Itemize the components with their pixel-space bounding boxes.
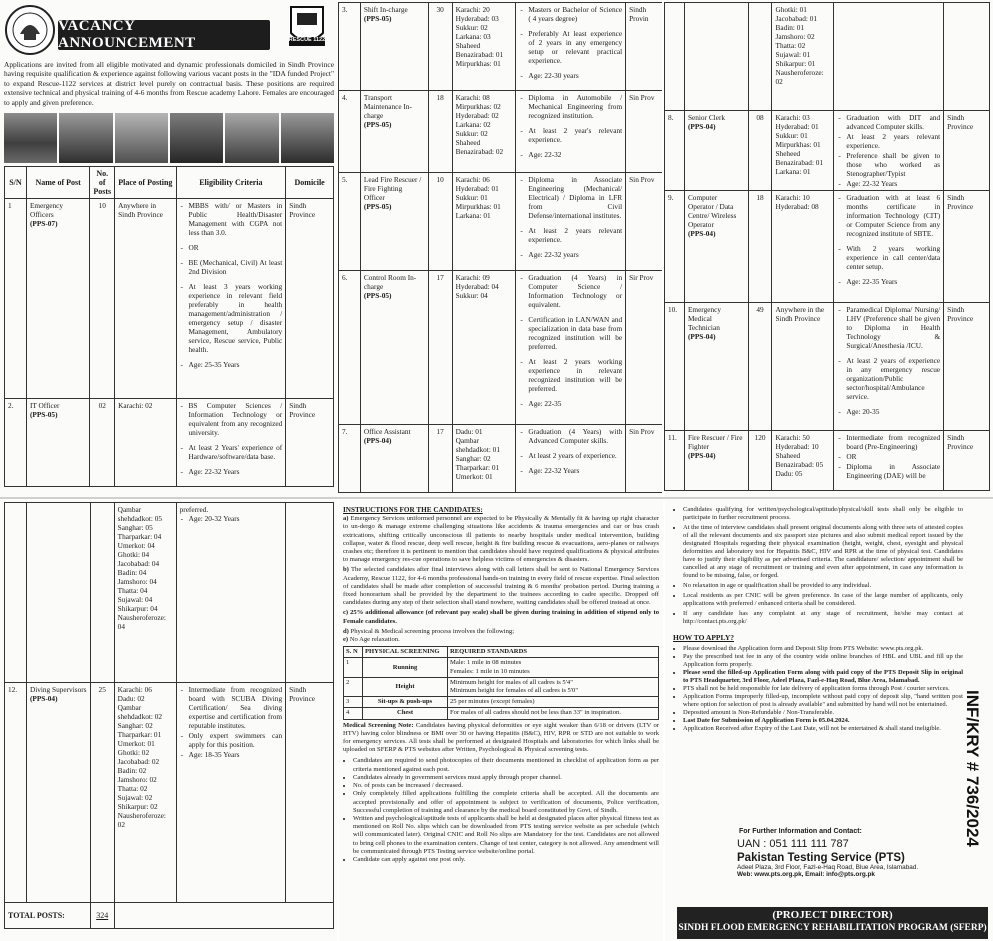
row-sn: 2. [5, 399, 27, 487]
post-title: Control Room In-charge [363, 273, 417, 291]
phys-standard: For males of all cadres should not be less than 33" in inspiration. [448, 708, 659, 719]
criteria-item: - At least 2 years of experience in any emergency rescue organization/Public sector/hospital/Ambulance service. [846, 356, 940, 401]
instruction-d: d) Physical & Medical screening process involves the following; [343, 627, 515, 635]
row-criteria [176, 683, 286, 903]
row-sn: 3. [339, 3, 361, 91]
row-posts: 18 [428, 91, 452, 173]
post-title: Computer Operator / Data Centre/ Wireless Operator [687, 193, 737, 229]
row-place: Karachi: 20 Hyderabad: 03 Sukkur: 02 Larkana: 03 Shaheed Benazirabad: 01 Mirpurkhas: 01 [452, 3, 516, 91]
row-place: Ghotki: 01 Jacobabad: 01 Badin: 01 Jamshoro: 02 Thatta: 02 Sujawal: 01 Shikarpur: 01 Nausheroferoze: 02 [772, 3, 834, 111]
list-item: • Application Forms improperly filled-up, incomplete without paid copy of deposit slip, "hand written post where option for selection of post is already available" and submitted by hand will not be entertained. [683, 693, 963, 709]
project-director-label: (PROJECT DIRECTOR) [772, 909, 893, 921]
list-item: • Candidate can apply against one post only. [353, 856, 659, 864]
list-item: • Local residents as per CNIC will be given preference. In case of the large number of applicants, only applications with preferred / enhanced criteria shall be considered. [683, 592, 963, 608]
criteria-item: - Preferably At least experience of 2 years in any emergency setup or relevant practical experience. [528, 29, 622, 65]
vacancy-table-part-4 [4, 502, 334, 929]
list-item: • No relaxation in age or qualification shall be provided to any individual. [683, 582, 963, 590]
row-sn: 7. [339, 425, 361, 493]
criteria-item: - Age: 22-32 [528, 150, 622, 159]
list-item: • Candidates qualifying for written/psychological/aptitude/physical/skill tests shall only be eligible to participate in further recruitment process. [683, 506, 963, 522]
instruction-d-text: Physical & Medical screening process involves the following; [350, 627, 515, 635]
post-scale: (PPS-07) [29, 219, 58, 228]
table-row [665, 303, 990, 431]
phys-standard: Minimum height for males of all cadres is 5'4" Minimum height for females of all cadres is 5'0" [448, 677, 659, 696]
post-title: IT Officer [29, 401, 60, 410]
instructions-block [343, 506, 659, 864]
row-domicile: Sir Prov [626, 271, 662, 425]
instruction-a-text: Emergency Services uniformed personnel are expected to be Physically & Mentally fit & having up right character to un-dergo & manage extreme challenging situations like accidents & trauma emergencies and car or bus crash extrications, shifting critically unconscious ill patients to nearby hospitals under medical intervention, building collapse, water & flood rescue, deep well rescue, height & fire building rescue & evacuations, aero-planes or railways crashes etc; therefore it is pertinent to mention that candidates should have required qualifications & physical attributes to manage emergency res-cue operations to save helpless victims of emergencies & disasters. [343, 515, 660, 564]
table-row [344, 658, 659, 677]
row-post-name [360, 91, 428, 173]
row-posts: 17 [428, 425, 452, 493]
vacancy-table-part-3 [664, 2, 990, 491]
row-sn: 10. [665, 303, 685, 431]
physical-screening-table [343, 646, 659, 719]
post-title: Shift In-charge [363, 5, 408, 14]
table-row [665, 3, 990, 111]
row-domicile: Sindh Province [944, 191, 990, 303]
table-row [344, 708, 659, 719]
post-title: Emergency Medical Technician [687, 305, 722, 332]
criteria-item: - Age: 25-35 Years [189, 360, 283, 369]
list-item: • Candidates already in government services must apply through proper channel. [353, 774, 659, 782]
criteria-item: - OR [846, 452, 940, 461]
table-row [665, 431, 990, 491]
row-criteria [176, 199, 286, 399]
row-domicile: Sindh Province [944, 303, 990, 431]
panel-posts-11-12 [0, 500, 337, 941]
instruction-b-text: The selected candidates after final interviews along with call letters shall be sent to National Emergency Services Academy, Rescue 1122, for 4-6 months professional hands-on training in every field of rescue expertise. Final selection of candidates shall be made after completion of successful training & 6 months' probation period. During training a fixed honorarium shall be provided by the department to the trainees according to cadre specific. Dropped off candidates during any step of their selection shall stand nowhere, waiting candidates shall be offered instead at once. [343, 566, 660, 607]
criteria-continued: preferred. [179, 505, 209, 514]
row-criteria [516, 425, 626, 493]
criteria-item: - At least 3 years working experience in relevant field preferably in health management/administration / emergency setup / disaster Management, Ambulatory service, Rescue service, Public health. [189, 282, 283, 354]
row-criteria [176, 503, 286, 683]
criteria-item: - Age: 22-35 Years [846, 277, 940, 286]
row-place: Karachi: 10 Hyderabad: 08 [772, 191, 834, 303]
criteria-item: - Age: 20-35 [846, 407, 940, 416]
list-item: • No. of posts can be increased / decreased. [353, 782, 659, 790]
list-item: • Please download the Application form and Deposit Slip from PTS Website: www.pts.org.pk. [683, 645, 963, 653]
phys-sn: 2 [344, 677, 363, 696]
criteria-item: - Preference shall be given to those who worked as Stenographer/Typist [846, 151, 940, 178]
criteria-item: - Diploma in Associate Engineering (Mechanical/ Electrical) / Diploma in LFR from Civil Defense/international institutes. [528, 175, 622, 220]
criteria-item: - Masters or Bachelor of Science ( 4 years degree) [528, 5, 622, 23]
instructions-bullets [343, 757, 659, 864]
panel-header-and-posts-1-2 [0, 0, 337, 497]
row-place: Karachi: 08 Mirpurkhas: 02 Hyderabad: 02 Larkana: 02 Sukkur: 02 Shaheed Benazirabad: 02 [452, 91, 516, 173]
row-criteria [516, 271, 626, 425]
criteria-item: - At least 2 years of experience. [528, 451, 622, 460]
row-place: Anywhere in Sindh Province [115, 199, 176, 399]
phys-test: Running [363, 658, 448, 677]
row-post-name [360, 271, 428, 425]
total-value: 324 [90, 903, 114, 929]
table-row [344, 677, 659, 696]
criteria-item: - OR [189, 243, 283, 252]
phys-sn: 4 [344, 708, 363, 719]
criteria-item: - At least 2 year's relevant experience. [528, 126, 622, 144]
list-item: • Application Received after Expiry of the Last Date, will not be entertained & shall stand ineligible. [683, 725, 963, 733]
header-sn: S/N [5, 167, 27, 199]
inf-kry-text: INF/KRY # 736/2024 [963, 690, 982, 847]
header-domicile: Domicile [286, 167, 334, 199]
row-criteria [516, 173, 626, 271]
row-post-name [684, 111, 748, 191]
criteria-item: - Age: 18-35 Years [189, 750, 283, 759]
list-item: • PTS shall not be held responsible for late delivery of application forms through Post / courier services. [683, 685, 963, 693]
table-row [339, 425, 663, 493]
post-scale: (PPS-05) [363, 120, 392, 129]
row-post-name [360, 173, 428, 271]
list-item: • Deposited amount is Non-Refundable / Non-Transferable. [683, 709, 963, 717]
row-posts: 10 [90, 199, 115, 399]
post-title: Senior Clerk [687, 113, 726, 122]
instruction-c-text: 25% additional allowance (of relevant pay scale) shall be given during training in addition of stipend only to Female candidates. [343, 609, 660, 625]
criteria-item: - Age: 22-30 years [528, 71, 622, 80]
criteria-item: - Paramedical Diploma/ Nursing/ LHV (Preference shall be given to Diploma in Health Technology & Surgical/Anesthesia /ICU. [846, 305, 940, 350]
header-place: Place of Posting [115, 167, 176, 199]
row-place: Dadu: 01 Qambar shehdadkot: 01 Sanghar: 02 Tharparkar: 01 Umerkot: 01 [452, 425, 516, 493]
criteria-item: - Graduation with at least 6 months certificate in information Technology (CIT) or Computer Science from any recognized institute of SBTE. [846, 193, 940, 238]
table-row [344, 697, 659, 708]
medical-screening-note [343, 722, 659, 755]
row-criteria [516, 91, 626, 173]
rescue-logo-caption: RESCUE 1122 [288, 37, 326, 43]
row-place: Karachi: 02 [115, 399, 176, 487]
table-row [339, 173, 663, 271]
uan-number: UAN : 051 111 111 787 [737, 838, 849, 850]
row-sn: 1 [5, 199, 27, 399]
list-item: • Please send the filled-up Application Form along with paid copy of the PTS Deposit Slip in original to PTS Headquarter, 3rd Floor, Adeel Plaza, Fazl-e-Haq Road, Blue Area, Islamabad. [683, 669, 963, 685]
phys-header-standards: REQUIRED STANDARDS [448, 647, 659, 658]
rescue-photo [4, 113, 57, 163]
right-notes-block [673, 506, 963, 733]
row-criteria [834, 303, 944, 431]
vacancy-table-part-1 [4, 166, 334, 487]
row-domicile: Sindh Province [286, 683, 334, 903]
row-posts: 17 [428, 271, 452, 425]
contact-label: For Further Information and Contact: [739, 828, 862, 835]
table-row [5, 503, 334, 683]
criteria-item: - Age: 22-32 Years [846, 179, 940, 188]
row-post-name [360, 3, 428, 91]
row-criteria [176, 399, 286, 487]
phys-test: Chest [363, 708, 448, 719]
post-scale: (PPS-04) [363, 436, 392, 445]
notes-list [673, 506, 963, 626]
medical-note-label: Medical Screening Note: [343, 721, 414, 729]
table-row [5, 199, 334, 399]
row-domicile: Sindh Province [944, 111, 990, 191]
table-row [665, 191, 990, 303]
pts-contact-block [737, 828, 957, 878]
row-post-name [26, 199, 89, 399]
row-sn: 5. [339, 173, 361, 271]
list-item: • Written and psychological/aptitude tests of applicants shall be held at designated places after physical fitness test as mentioned on Roll No. slips which can be downloaded from PTS testing service website as per schedule (which will communicated later). Original CNIC and Roll No slips are Mandatory for the test. Candidates are not allowed to bring cell phones to the examination centers. Change of test center, category is not allowed. Any amendment will be communicated through PTS Testing service website/online portal. [353, 815, 659, 856]
row-place: Karachi: 09 Hyderabad: 04 Sukkur: 04 [452, 271, 516, 425]
rescue-photo [170, 113, 223, 163]
vacancy-table-part-2 [338, 2, 662, 493]
criteria-item: - Age: 20-32 Years [189, 514, 283, 523]
row-posts: 30 [428, 3, 452, 91]
row-post-name [684, 303, 748, 431]
intro-paragraph: Applications are invited from all eligible motivated and dynamic professionals domiciled in Sindh Province having requisite qualification & experience against following various vacant posts in the "IDA funded Project" to expand Rescue-1122 services at district level purely on contractual basis. These positions are required extensive technical and physical training of 4-6 months from Rescue academy Lahore. Females are encouraged to apply and given preference. [4, 60, 334, 107]
rescue-photo-strip [4, 113, 334, 163]
panel-posts-3-7 [338, 0, 662, 497]
criteria-item: - Graduation with DIT and advanced Computer skills. [846, 113, 940, 131]
row-sn: 12. [5, 683, 27, 903]
post-scale: (PPS-05) [363, 291, 392, 300]
row-domicile: Sin Prov [626, 173, 662, 271]
criteria-item: - Certification in LAN/WAN and specialization in data base from recognized institution will be preferred. [528, 315, 622, 351]
instruction-b: b) The selected candidates after final interviews along with call letters shall be sent to National Emergency Services Academy, Rescue 1122, for 4-6 months professional hands-on training in every field of rescue expertise. Final selection of candidates shall be made after completion of successful training & 6 months' probation period. During training a fixed honorarium shall be provided by the department to the trainees according to cadre specific. Dropped off candidates during any step of their selection shall stand nowhere, waiting candidates shall be offered instead at once. [343, 566, 660, 607]
criteria-item: - Age: 22-32 Years [528, 466, 622, 475]
row-post-name [360, 425, 428, 493]
criteria-item: - Age: 22-32 Years [189, 467, 283, 476]
post-scale: (PPS-05) [363, 14, 392, 23]
row-criteria [834, 111, 944, 191]
row-sn: 9. [665, 191, 685, 303]
table-row [665, 111, 990, 191]
criteria-item: - At least 2 years working experience in relevant recognized institution will be preferred. [528, 357, 622, 393]
list-item: • Candidates are required to send photocopies of their documents mentioned in checklist of application form as per criteria mentioned against each post. [353, 757, 659, 773]
row-posts: 08 [748, 111, 772, 191]
header-posts: No. of Posts [90, 167, 115, 199]
row-criteria [834, 191, 944, 303]
row-place: Karachi: 06 Dadu: 02 Qambar shehdadkot: 02 Sanghar: 02 Tharparkar: 01 Umerkot: 01 Ghotki: 02 Jacobabad: 02 Badin: 02 Jamshoro: 02 Thatta: 02 Sujawal: 02 Shikarpur: 02 Nausheroferoze: 02 [114, 683, 176, 903]
row-posts: 49 [748, 303, 772, 431]
row-sn: 11. [665, 431, 685, 491]
post-scale: (PPS-04) [687, 122, 716, 131]
program-name: SINDH FLOOD EMERGENCY REHABILITATION PROGRAM (SFERP) [678, 923, 987, 933]
criteria-item: - Age: 22-32 years [528, 250, 622, 259]
pts-address: Adeel Plaza, 3rd Floor, Fazl-e-Haq Road, Blue Area, Islamabad. [737, 864, 919, 871]
criteria-item: - Graduation (4 Years) with Advanced Computer skills. [528, 427, 622, 445]
list-item: • Last Date for Submission of Application Form is 05.04.2024. [683, 717, 963, 725]
row-post-name [26, 399, 89, 487]
instruction-e-text: No Age relaxation. [349, 636, 400, 644]
row-post-name [684, 431, 748, 491]
panel-posts-8-11 [664, 0, 993, 497]
row-posts: 120 [748, 431, 772, 491]
rescue-photo [281, 113, 334, 163]
criteria-item: - MBBS with/ or Masters in Public Health/Disaster Management with CGPA not less than 3.0. [189, 201, 283, 237]
criteria-item: - Intermediate from recognized board with SCUBA Diving Certification/ Sea diving expertise and certification from reputable institutes. [189, 685, 283, 730]
row-posts: 10 [428, 173, 452, 271]
how-to-apply-list [673, 645, 963, 733]
phys-standard: Male: 1 mile in 08 minutes Females: 1 mile in 10 minutes [448, 658, 659, 677]
list-item: • If any candidate has any complaint at any stage of recruitment, he/she may contact at http://contact.pts.org.pk/ [683, 610, 963, 626]
rescue-photo [59, 113, 112, 163]
medical-note-text: Candidates having physical deformities or eye sight weaker than 6/18 or drivers (LTV or HTV) having color blindness or BMI over 30 or having Hepatitis (B&C), HIV, RPR or STD are not suitable to work for emergency services. All tests shall be performed at designated Hospitals and laboratories for which links shall be uploaded on SFERP & PTS websites after Written, Psychological & Physical screening tests. [343, 721, 659, 754]
table-row [339, 271, 663, 425]
post-scale: (PPS-05) [363, 202, 392, 211]
row-criteria [516, 3, 626, 91]
post-scale: (PPS-04) [29, 694, 58, 703]
row-place: Karachi: 03 Hyderabad: 01 Sukkur: 01 Mirpurkhas: 01 Sheheed Benazirabad: 01 Larkana: 01 [772, 111, 834, 191]
criteria-item: - At least 2 Years' experience of Hardware/software/data base. [189, 443, 283, 461]
table-header-row [5, 167, 334, 199]
pts-web-email: Web: www.pts.org.pk, Email: info@pts.org.pk [737, 871, 875, 878]
post-scale: (PPS-05) [29, 410, 58, 419]
phys-header-sn: S. N [344, 647, 363, 658]
criteria-item: - At least 2 years relevant experience. [528, 226, 622, 244]
criteria-item: - With 2 years working experience in call center/data center setup. [846, 244, 940, 271]
phys-sn: 1 [344, 658, 363, 677]
list-item: • Only completely filled applications fulfilling the complete criteria shall be accepted. All the documents are accepted provisionally and offer of appointment is subject to verification of documents, Police verification, Successful completion of training and clearance by the medical board constituted by Govt. of Sindh. [353, 790, 659, 815]
row-domicile: Sin Prov [626, 91, 662, 173]
row-place: Anywhere in the Sindh Province [772, 303, 834, 431]
post-title: Fire Rescuer / Fire Fighter [687, 433, 743, 451]
header-name: Name of Post [26, 167, 89, 199]
vacancy-announcement-title: VACANCY ANNOUNCEMENT [58, 20, 270, 50]
instruction-c: c) 25% additional allowance (of relevant pay scale) shall be given during training in addition of stipend only to Female candidates. [343, 609, 660, 625]
row-posts: 25 [90, 683, 114, 903]
panel-how-to-apply [665, 500, 993, 941]
instruction-a: a) Emergency Services uniformed personnel are expected to be Physically & Mentally fit & having up right character to un-dergo & manage extreme challenging situations like accidents & trauma emergencies and car or bus crash extrications, shifting critically unconscious ill patients to nearby hospitals under medical intervention, building collapse, water & flood rescue, deep well rescue, height & fire building rescue & evacuations, aero-planes or railways crashes etc; therefore it is pertinent to mention that candidates should have required qualifications & physical attributes to manage emergency res-cue operations to save helpless victims of emergencies & disasters. [343, 515, 660, 564]
post-title: Transport Maintenance In-charge [363, 93, 412, 120]
row-sn: 4. [339, 91, 361, 173]
criteria-item: - Intermediate from recognized board (Pre-Engineering) [846, 433, 940, 451]
rescue-photo [115, 113, 168, 163]
post-scale: (PPS-04) [687, 451, 716, 460]
criteria-item: - BS Computer Sciences / Information Technology or equivalent from any recognized university. [189, 401, 283, 437]
instructions-title: INSTRUCTIONS FOR THE CANDIDATES: [343, 506, 483, 514]
header-criteria: Eligibility Criteria [176, 167, 286, 199]
list-item: • Pay the prescribed test fee in any of the country wide online branches of HBL and UBL and fill up the Application form properly. [683, 653, 963, 669]
physical-table-header [344, 647, 659, 658]
criteria-item: - Only expert swimmers can apply for this position. [189, 731, 283, 749]
row-domicile: Sindh Province [286, 399, 334, 487]
phys-sn: 3 [344, 697, 363, 708]
post-scale: (PPS-04) [687, 229, 716, 238]
table-row [5, 399, 334, 487]
table-row [339, 3, 663, 91]
panel-instructions [339, 500, 663, 941]
phys-header-screening: PHYSICAL SCREENING [363, 647, 448, 658]
panel-divider [0, 497, 993, 499]
how-to-apply-title: HOW TO APPLY? [673, 633, 734, 642]
criteria-item: - Diploma in Automobile / Mechanical Engineering from recognized institution. [528, 93, 622, 120]
list-item: • At the time of interview candidates shall present original documents along with three sets of attested copies of all the relevant documents and six passport size pictures and also submit medical report issued by the designated Hospitals regarding their physical examination (height, weight, chest, eyesight and physical deformities and laboratory test for Hepatitis B&C, HIV and RPR at the time of physical test. Candidates have to justify their eligibility as per advertised criteria. The candidature/ selection/ appointment shall be cancelled at any stage of recruitment or training and even after appointment, in case any information is found to be missing, false, or forged. [683, 524, 963, 580]
rescue-1122-logo [287, 3, 327, 51]
phys-test: Height [363, 677, 448, 696]
row-place: Qambar shehdadkot: 05 Sanghar: 05 Tharparkar: 04 Umerkot: 04 Ghotki: 04 Jacobabad: 04 Badin: 04 Jamshoro: 04 Thatta: 04 Sujawal: 04 Shikarpur: 04 Nausheroferoze: 04 [114, 503, 176, 683]
row-sn: 8. [665, 111, 685, 191]
row-place: Karachi: 50 Hyderabad: 10 Shaheed Benazirabad: 05 Dadu: 05 [772, 431, 834, 491]
row-posts: 02 [90, 399, 115, 487]
table-row [339, 91, 663, 173]
post-title: Emergency Officers [29, 201, 64, 219]
total-posts-row [5, 903, 334, 929]
post-title: Office Assistant [363, 427, 411, 436]
criteria-item: - Graduation (4 Years) in Computer Science / Information Technology or equivalent. [528, 273, 622, 309]
inf-kry-reference [962, 690, 988, 890]
table-row [5, 683, 334, 903]
post-title: Diving Supervisors [29, 685, 87, 694]
criteria-item: - BE (Mechanical, Civil) At least 2nd Division [189, 258, 283, 276]
row-sn: 6. [339, 271, 361, 425]
rescue-photo [225, 113, 278, 163]
phys-standard: 25 per minutes (except females) [448, 697, 659, 708]
criteria-item: - Age: 22-35 [528, 399, 622, 408]
pts-org-name: Pakistan Testing Service (PTS) [737, 852, 905, 864]
sindh-government-logo [4, 4, 56, 56]
post-title: Lead Fire Rescuer / Fire Fighting Officer [363, 175, 422, 202]
row-domicile: Sindh Province [286, 199, 334, 399]
criteria-item: - Diploma in Associate Engineering (DAE) will be [846, 462, 940, 480]
row-criteria [834, 431, 944, 491]
total-label: TOTAL POSTS: [5, 903, 91, 929]
row-domicile: Sin Prov [626, 425, 662, 493]
row-posts: 18 [748, 191, 772, 303]
instruction-e: e) No Age relaxation. [343, 636, 400, 644]
row-place: Karachi: 06 Hyderabad: 01 Sukkur: 01 Mirpurkhas: 01 Larkana: 01 [452, 173, 516, 271]
row-post-name [26, 683, 90, 903]
criteria-item: - At least 2 years relevant experience. [846, 132, 940, 150]
sferp-footer-banner [677, 907, 988, 939]
post-scale: (PPS-04) [687, 332, 716, 341]
phys-test: Sit-ups & push-ups [363, 697, 448, 708]
row-domicile: Sindh Provin [626, 3, 662, 91]
row-domicile: Sindh Province [944, 431, 990, 491]
row-post-name [684, 191, 748, 303]
